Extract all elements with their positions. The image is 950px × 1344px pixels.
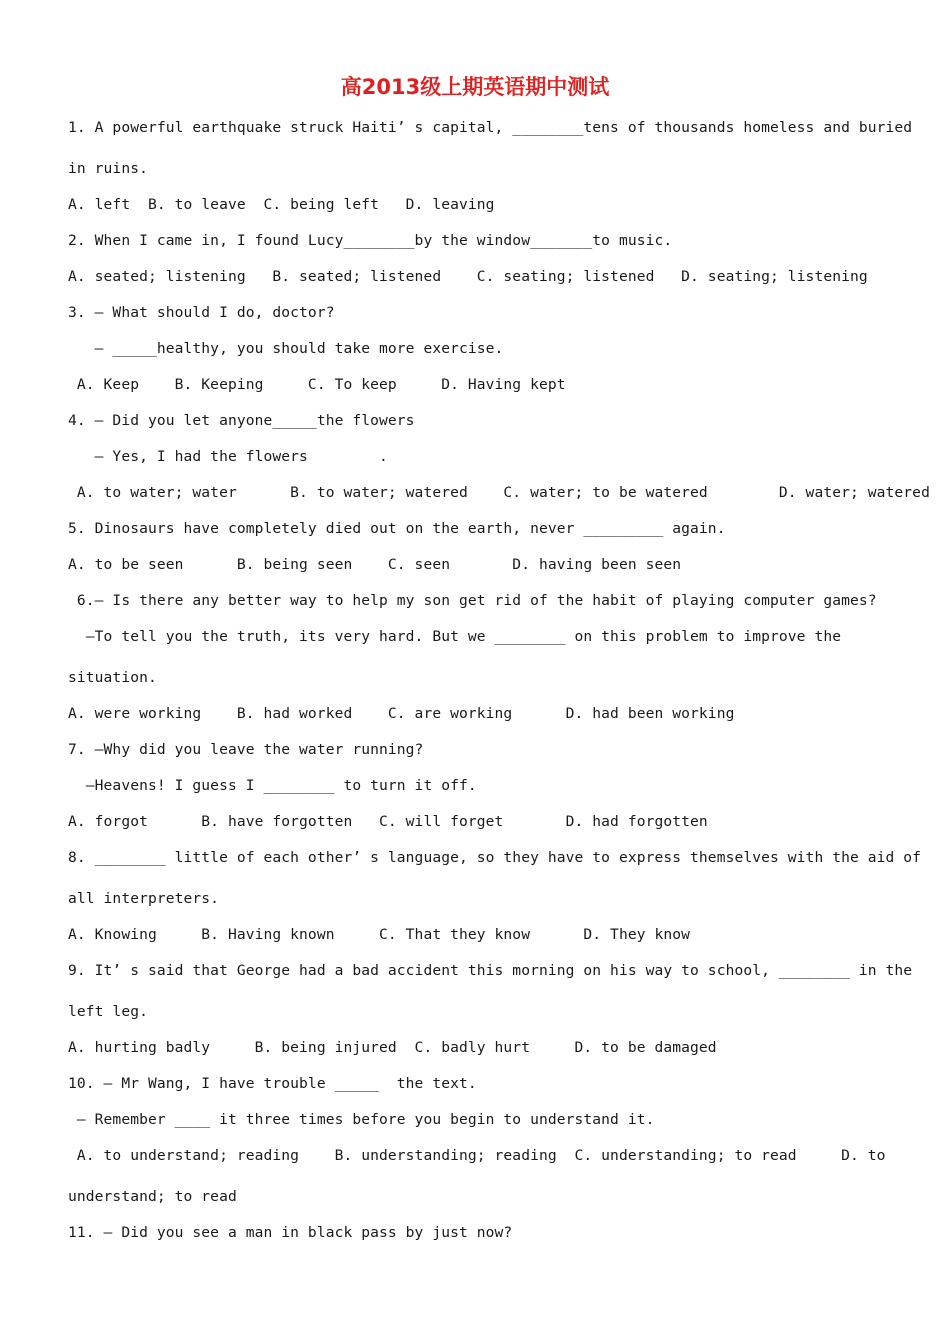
q8-stem: 8. ________ little of each other’ s language, so they have to express themselves with the aid of	[68, 849, 922, 866]
q6-stem: 6.— Is there any better way to help my son get rid of the habit of playing computer games?	[68, 592, 877, 609]
q7-reply: —Heavens! I guess I ________ to turn it off.	[68, 777, 477, 794]
q1-stem-continued: in ruins.	[68, 160, 148, 177]
q7-stem: 7. —Why did you leave the water running?	[68, 741, 424, 758]
q10-stem: 10. — Mr Wang, I have trouble _____ the text.	[68, 1075, 477, 1092]
q10-options-continued: understand; to read	[68, 1188, 237, 1205]
q6-reply-continued: situation.	[68, 669, 157, 686]
q9-stem-continued: left leg.	[68, 1003, 148, 1020]
q9-stem: 9. It’ s said that George had a bad accident this morning on his way to school, ________ in the	[68, 962, 913, 979]
q5-options: A. to be seen B. being seen C. seen D. having been seen	[68, 556, 682, 573]
q2-stem: 2. When I came in, I found Lucy________by the window_______to music.	[68, 232, 673, 249]
q4-stem: 4. — Did you let anyone_____the flowers	[68, 412, 415, 429]
q3-options: A. Keep B. Keeping C. To keep D. Having kept	[68, 376, 566, 393]
q6-options: A. were working B. had worked C. are working D. had been working	[68, 705, 735, 722]
q3-stem: 3. — What should I do, doctor?	[68, 304, 335, 321]
q1-options: A. left B. to leave C. being left D. leaving	[68, 196, 495, 213]
q6-reply: —To tell you the truth, its very hard. But we ________ on this problem to improve the	[68, 628, 842, 645]
q4-reply: — Yes, I had the flowers .	[68, 448, 388, 465]
q11-stem: 11. — Did you see a man in black pass by just now?	[68, 1224, 513, 1241]
q3-reply: — _____healthy, you should take more exercise.	[68, 340, 504, 357]
q10-reply: — Remember ____ it three times before you begin to understand it.	[68, 1111, 655, 1128]
q2-options: A. seated; listening B. seated; listened C. seating; listened D. seating; listening	[68, 268, 868, 285]
q8-stem-continued: all interpreters.	[68, 890, 220, 907]
q10-options: A. to understand; reading B. understanding; reading C. understanding; to read D. to	[68, 1147, 886, 1164]
q9-options: A. hurting badly B. being injured C. badly hurt D. to be damaged	[68, 1039, 717, 1056]
q4-options: A. to water; water B. to water; watered C. water; to be watered D. water; watered	[68, 484, 930, 501]
q7-options: A. forgot B. have forgotten C. will forget D. had forgotten	[68, 813, 708, 830]
document-title: 高2013级上期英语期中测试	[340, 75, 610, 99]
q8-options: A. Knowing B. Having known C. That they know D. They know	[68, 926, 691, 943]
q5-stem: 5. Dinosaurs have completely died out on the earth, never _________ again.	[68, 520, 726, 537]
q1-stem: 1. A powerful earthquake struck Haiti’ s capital, ________tens of thousands homeless and buried	[68, 119, 913, 136]
